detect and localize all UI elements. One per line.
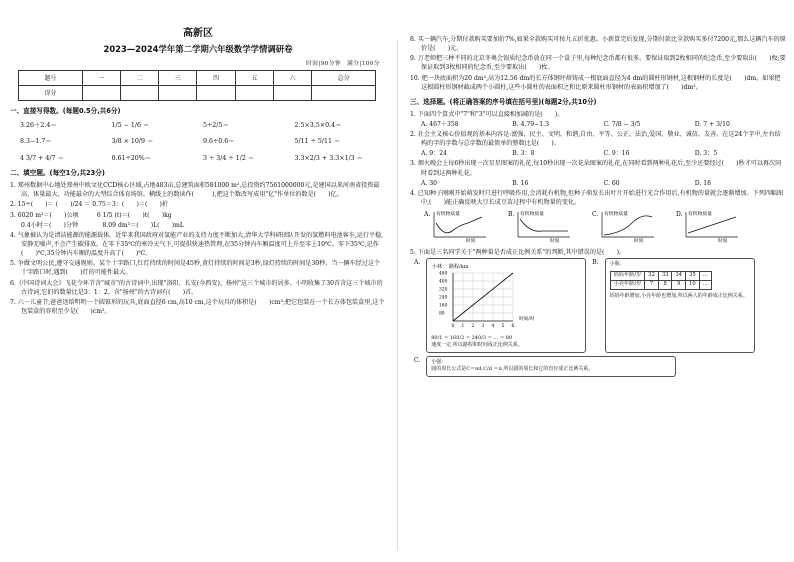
graph-b-svg: [508, 209, 580, 243]
graph-c-svg: [592, 209, 664, 243]
calc-item: 3/8 × 10/9 ＝: [111, 138, 154, 146]
choice-q3-option-c: C. 60: [603, 179, 620, 187]
fill-q10: 10. 把一块底面积为20 dm²,高为12.56 dm的长方体钢坯熔铸成一根底面直径为4 dm的圆柱形钢材,这根钢材的长度是( )dm。如果把这根圆柱形钢材截成两个小圆柱,这些小圆柱的表面积之和比原来圆柱形钢材的表面积增加了( )dm²。: [410, 74, 781, 91]
choice-q1-option-c: C. 7/8 − 3/5: [603, 120, 641, 128]
q5-a-chart: [431, 261, 581, 331]
section-2-title: 二、填空题。(每空1分,共23分): [10, 169, 105, 178]
choice-q1-option-d: D. 7 + 3/10: [694, 120, 730, 128]
q5-option-c-label: C.: [414, 356, 421, 364]
choice-q4-graphs: [410, 209, 786, 246]
score-value-cell: [273, 86, 311, 101]
q5-b-cell: 33: [658, 271, 672, 280]
calc-item: 0.61÷20%＝: [111, 154, 152, 162]
choice-q2-option-d: D. 3：5: [694, 150, 718, 158]
graph-option-c: [592, 209, 662, 246]
graph-option-b: [508, 209, 578, 246]
q5-c-speaker: 小强：: [431, 358, 447, 365]
graph-b-curve: [520, 219, 568, 231]
q5-b-cell: …: [699, 271, 711, 280]
choice-q2: 2. 社会主义核心价值观的基本内容是:富强、民主、文明、和谐,自由、平等、公正、法治,爱国、敬业、诚信、友善。在这24个字中,左右结构的字的字数与总字数的最简单的整数比是( )。: [410, 131, 781, 148]
graph-d-svg: [676, 209, 748, 243]
calc-item: 1/5 − 1/6 ＝: [111, 121, 150, 129]
q5-b-head-cell: 妈妈年龄/岁: [610, 271, 645, 280]
calc-item: 2.5×3.5×0.4＝: [294, 121, 342, 129]
choice-q1-options: [410, 120, 786, 129]
right-column: [410, 0, 786, 562]
choice-q1-option-a: A. 467＋358: [421, 120, 459, 128]
score-value-cell: [312, 86, 376, 101]
q5-b-head-cell: 小亮年龄/岁: [610, 280, 645, 289]
y-tick-label: 400: [439, 279, 448, 285]
score-header-cell: 四: [197, 71, 235, 86]
score-value-cell: [197, 86, 235, 101]
fill-q1: 1. 郑州数据中心地处郑州中欧文化CCD核心区域,占地483亩,总建筑面积581000 m²,总投资约7561000000元,是建国以来河南省投资最高、体量最大、功能最全的大型综合体育场馆。横线上的数读作( ),把这个数改写成用"亿"作单位的数是( )亿。: [10, 182, 380, 199]
choice-q5-option-c-row: [410, 356, 786, 377]
calc-item: 3.3×2/3 + 3.3×1/3 ＝: [294, 154, 363, 162]
graph-a-svg: [424, 209, 496, 243]
fill-q9: 9. 万老师把三种不同的北京冬奥会银质纪念币放在同一个盒子里,每种纪念币都有很多。要保证取到2枚相同的纪念币,至少要取出( )枚;要保证取到3枚相同的纪念币,至少要取出( )枚。: [410, 55, 786, 72]
x-tick-label: 2: [471, 324, 475, 330]
district-title: 高新区: [183, 28, 213, 39]
score-value-cell: [235, 86, 273, 101]
calc-item: 5÷2/5＝: [203, 121, 229, 129]
graph-c-label: C.: [592, 211, 599, 219]
choice-q5: 5. 下面是三名同学关于"两种量是否成正比例关系"的判断,其中错误的是( )。: [410, 249, 626, 257]
calc-item: 5/11 ÷ 5/11 ＝: [294, 138, 341, 146]
graph-c-ylabel: 有机物质量: [604, 212, 628, 218]
y-tick-label: 320: [439, 287, 448, 293]
q5-b-cell: 10: [686, 280, 700, 289]
graph-a-xlabel: 时间: [466, 239, 476, 244]
score-table: [18, 70, 376, 101]
q5-option-a-label: A.: [414, 259, 421, 267]
calc-item: 4 3/7 + 4/7 ＝: [20, 154, 64, 162]
choice-q1: 1. 下面四个算式中"7"和"3"可以直接相加减的是( )。: [410, 110, 564, 118]
fill-q6: 6.《中国诗词大会》飞花令环节含"城市"的古诗词中,出现"洛阳、长安(今西安)、扬州"这三个城市的居多。小明收集了30首含这三个城市的古诗词,它们的数量比是3：1：2。含"扬州"的古诗词有( )首。: [10, 279, 383, 296]
score-value-cell: 得分: [19, 86, 83, 101]
fill-q3a: 3. 6020 m²＝( )公顷 6 1/5 (t)＝( )t( )kg: [10, 211, 172, 219]
choice-q2-option-a: A. 9：24: [421, 150, 447, 158]
q5-b-speaker: 小瓶：: [609, 261, 625, 268]
fill-q2: 2. 15÷( )＝ ( )/24 ＝ 0.75＝3：( )＝( )折: [10, 201, 169, 209]
graph-c-curve: [604, 216, 652, 235]
choice-q4: 4. 已知种子刚刚开始萌发时只进行呼吸作用,会消耗有机物,但种子萌发长出叶片开始进行光合作用后,有机物的量就会逐渐增加。下列四幅图中,( )能正确反映大豆长成豆苗过程中有机物量的变化。: [410, 189, 784, 206]
graph-d-xlabel: 时间: [718, 239, 728, 244]
x-tick-label: 3: [481, 324, 485, 330]
calc-item: 3 ÷ 3/4 ÷ 1/2 ＝: [203, 154, 255, 162]
score-header-cell: 六: [273, 71, 311, 86]
q5-b-cell: 9: [672, 280, 686, 289]
y-tick-label: 240: [439, 295, 448, 301]
q5-b-note: 妈妈年龄增加,小亮年龄也增加,所以两人的年龄成正比例关系。: [609, 292, 748, 299]
q5-b-table: [610, 271, 712, 290]
graph-b-label: B.: [508, 211, 515, 219]
x-tick-label: 4: [491, 324, 495, 330]
fill-q7: 7. 六一儿童节,爸爸送给明明一个圆锥形的玩具,底面直径6 cm,高10 cm,这个玩具的体积是( )cm³;把它包装在一个长方体包装盒里,这个包装盒的容积至少是( )cm³。: [10, 298, 385, 315]
graph-option-a: [424, 209, 494, 246]
calc-grid: [20, 121, 386, 163]
q5-b-cell: 8: [658, 280, 672, 289]
choice-q3-options: [410, 179, 786, 188]
graph-b-xlabel: 时间: [550, 239, 560, 244]
score-value-cell: [159, 86, 197, 101]
graph-option-d: [676, 209, 746, 246]
graph-a-label: A.: [424, 211, 431, 219]
q5-a-formula: 80/1 = 160/2 = 240/3 = … = 80: [431, 334, 513, 341]
graph-b-ylabel: 有机物质量: [520, 212, 544, 218]
q5-b-cell: 35: [686, 271, 700, 280]
q5-option-b-box: [605, 258, 755, 352]
score-value-cell: [120, 86, 158, 101]
x-tick-label: 0: [451, 324, 455, 330]
calc-item: 8.3−1.7＝: [20, 138, 52, 146]
score-header-cell: 三: [159, 71, 197, 86]
y-tick-label: 80: [439, 311, 445, 317]
q5-b-cell: 34: [672, 271, 686, 280]
choice-q3-option-d: D. 18: [694, 179, 712, 187]
fill-q4: 4. 气象被认为是清洁能源的能源载体。近年来我国政府对氢能产业的支持力度不断加大,清华大学科研团队开发的氢燃料电池客车,运行平稳,安静无噪声,不会产生碳排放。在零下35℃的寒冷天气下,可提供快速热管理,在35分钟内车厢温度可上升至零上10℃。零下35℃,记作( )℃,35分钟内车厢的温度升高了( )℃。: [10, 231, 384, 258]
graph-d-label: D.: [676, 211, 683, 219]
column-divider: [397, 40, 398, 550]
graph-c-xlabel: 时间: [634, 239, 644, 244]
score-header-cell: 题号: [19, 71, 83, 86]
q5-b-cell: 32: [645, 271, 659, 280]
choice-q3-option-b: B. 16: [512, 179, 529, 187]
q5-option-c-box: [426, 356, 676, 377]
score-header-cell: 一: [82, 71, 120, 86]
q5-c-note: 圆的周长公式是C＝πd,C/d ＝π,所以圆的周长和它的直径成正比例关系。: [431, 366, 594, 373]
q5-a-ylabel: 路程/km: [449, 264, 469, 271]
graph-a-ylabel: 有机物质量: [436, 212, 460, 218]
calc-item: 9.6÷0.6＝: [203, 138, 235, 146]
q5-a-note: 速度一定,所以路程和时间成正比例关系。: [431, 342, 523, 349]
graph-a-curve: [436, 217, 482, 233]
x-tick-label: 1: [461, 324, 465, 330]
q5-option-a-box: [426, 258, 586, 352]
y-tick-label: 160: [439, 303, 448, 309]
fill-q5: 5. 争做文明公民,遵守交通规则。某个十字路口,红灯持续的时间是45秒,黄灯持续的时间是3秒,绿灯持续的时间是30秒。当一辆车经过这个十字路口时,遇到( )灯的可能性最大。: [10, 260, 381, 277]
choice-q3-option-a: A. 30: [421, 179, 438, 187]
choice-q5-options-ab: [410, 258, 786, 352]
q5-a-grid: [439, 272, 515, 330]
score-header-cell: 五: [235, 71, 273, 86]
exam-meta: 时间|90分钟 满分|100分: [306, 60, 380, 67]
q5-b-row-mother: [610, 271, 711, 280]
graph-d-curve: [688, 217, 736, 233]
score-value-cell: [82, 86, 120, 101]
score-header-cell: 总分: [312, 71, 376, 86]
calc-item: 3.26＋2.4＝: [20, 121, 57, 129]
left-column: [10, 0, 386, 562]
q5-a-xlabel: 时间/时: [519, 317, 535, 323]
q5-option-b-label: B.: [592, 259, 599, 267]
score-header-row: [19, 71, 376, 86]
x-tick-label: 6: [511, 324, 515, 330]
graph-d-ylabel: 有机物质量: [688, 212, 712, 218]
choice-q2-option-c: C. 9：16: [603, 150, 630, 158]
choice-q2-option-b: B. 3：8: [512, 150, 535, 158]
q5-b-row-xiaoliang: [610, 280, 711, 289]
score-value-row: [19, 86, 376, 101]
choice-q3: 3. 烟火晚会上每6秒出现一次星星图案的礼花,每10秒出现一次花朵图案的礼花,在同时看到两种礼花后,至少还要经过( )秒才可以再次同时看到这两种礼花。: [410, 160, 782, 177]
q5-b-cell: 7: [645, 280, 659, 289]
q5-b-cell: …: [699, 280, 711, 289]
fill-q3b: 0.4小时＝( )分钟 8.09 dm³＝( )L( )mL: [21, 221, 184, 229]
choice-q2-options: [410, 149, 786, 158]
q5-a-speaker: 小林：: [432, 264, 448, 271]
exam-title: 2023—2024学年第二学期六年级数学学情调研卷: [103, 44, 293, 54]
choice-q1-option-b: B. 4.79−1.3: [512, 120, 549, 128]
score-header-cell: 二: [120, 71, 158, 86]
y-tick-label: 480: [439, 271, 448, 277]
x-tick-label: 5: [501, 324, 505, 330]
section-3-title: 三、选择题。(将正确答案的序号填在括号里)(每题2分,共10分): [410, 97, 597, 106]
section-1-title: 一、直接写得数。(每题0.5分,共6分): [10, 107, 121, 115]
fill-q8: 8. 买一辆汽车,分期付款购买要加价7%,如果全款购买可按九五折优惠。小新算完后发现,分期付款比全款购买多付7200元,那么这辆汽车的原价是( )元。: [410, 36, 786, 53]
